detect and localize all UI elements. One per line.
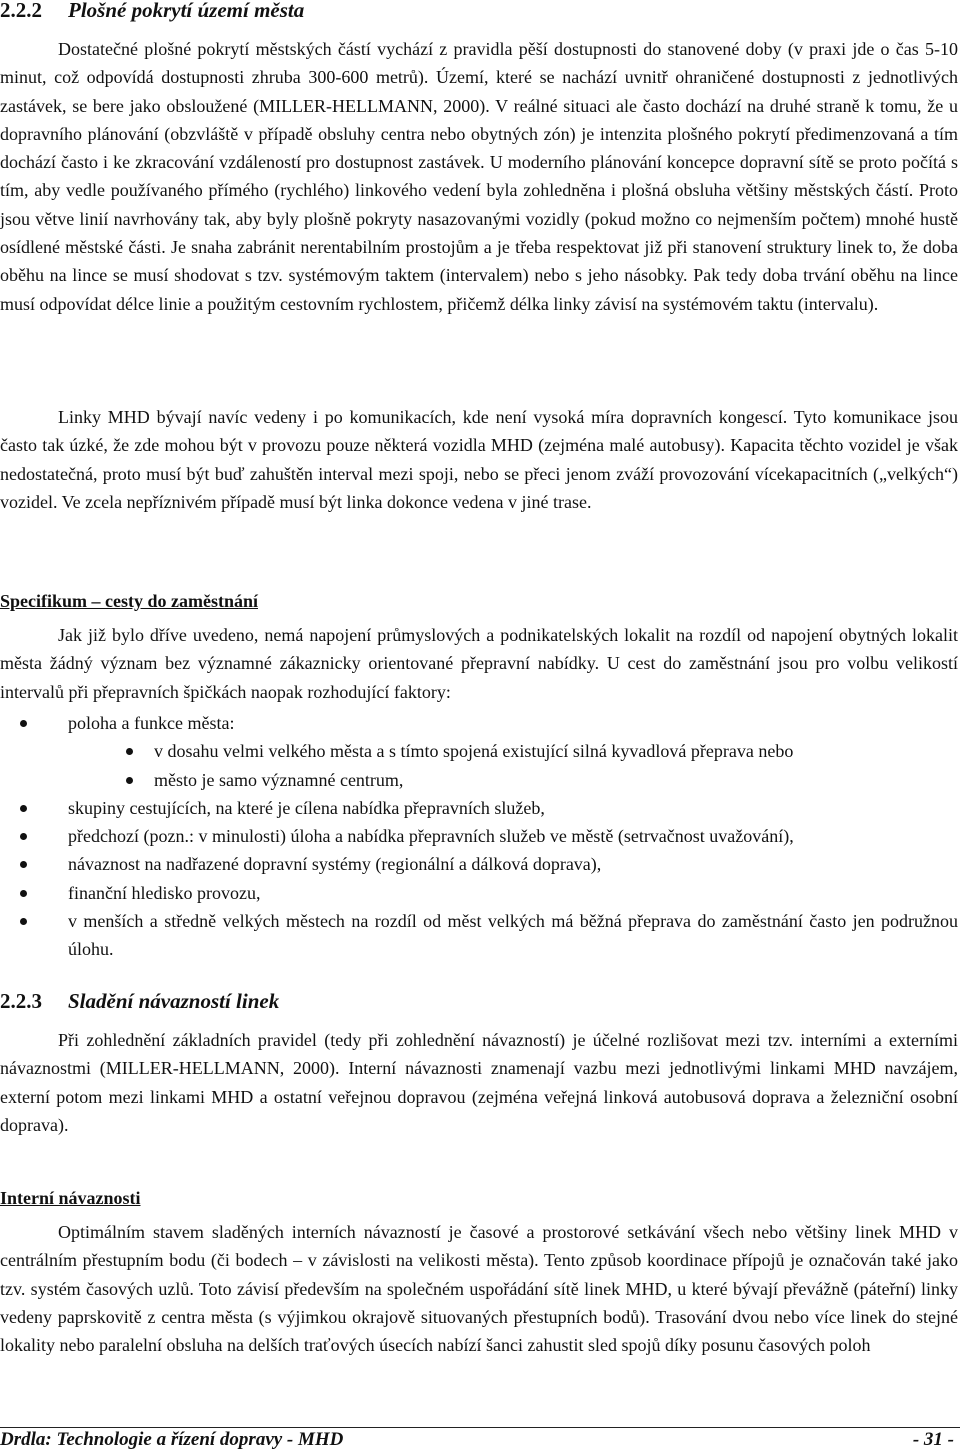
footer-title: Drdla: Technologie a řízení dopravy - MHD — [0, 1429, 344, 1450]
list-item-text: návaznost na nadřazené dopravní systémy (regionální a dálková doprava), — [68, 854, 602, 875]
bullet-icon — [20, 805, 27, 812]
bullet-icon — [20, 833, 27, 840]
list-item-text: v menších a středně velkých městech na rozdíl od měst velkých má běžná přeprava do zaměstnání často jen podružnou úlohu. — [68, 911, 958, 960]
list-item — [0, 879, 958, 907]
list-item — [0, 850, 958, 878]
section-heading-2-2-2 — [0, 0, 304, 23]
list-item-text: skupiny cestujících, na které je cílena nabídka přepravních služeb, — [68, 797, 545, 818]
paragraph-plosne-pokryti: Dostatečné plošné pokrytí městských částí vychází z pravidla pěší dostupnosti do stanovené doby (v praxi jde o čas 5-10 minut, což odpovídá dostupnosti zhruba 300-600 metrů). Území, které se nachází uvnitř ohraničené dostupnosti z jednotlivých zastávek, se bere jako obsloužené (MILLER-HELLMANN, 2000). V reálné situaci ale často dochází na druhé straně k tomu, že u dopravního plánování (obzvláště v případě obsluhy centra nebo obytných zón) je intenzita plošného pokrytí předimenzovaná a tím dochází často i ke zkracování vzdáleností pro dostupnost zastávek. U moderního plánování koncepce dopravní sítě se proto počítá s tím, aby vedle používaného přímého (rychlého) linkového vedení byla zohledněna i plošná obsluha většiny městských částí. Proto jsou větve linií navrhovány tak, aby byly plošně pokryty nasazovanými vozidly (pokud možno co nejmenším počtem) mnohé hustě osídlené městské části. Je snaha zabránit nerentabilním prostojům a je třeba respektovat již při stanovení struktury linek to, že doba oběhu na lince se musí shodovat s tzv. systémovým taktem (intervalem) nebo s jeho násobky. Pak tedy doba trvání oběhu na lince musí odpovídat délce linie a použitým cestovním rychlostem, přičemž délka linky závisí na systémovém taktu (intervalu). — [0, 39, 958, 314]
list-item — [0, 709, 958, 794]
section-number: 2.2.3 — [0, 989, 42, 1013]
section-heading-2-2-3 — [0, 988, 279, 1014]
bullet-icon — [20, 720, 27, 727]
section-number: 2.2.2 — [0, 0, 42, 22]
sub-list-item — [68, 766, 958, 794]
subheading-specifikum: Specifikum – cesty do zaměstnání — [0, 591, 258, 611]
list-item-text: předchozí (pozn.: v minulosti) úloha a nabídka přepravních služeb ve městě (setrvačnost uvažování), — [68, 826, 794, 847]
bullet-icon — [20, 861, 27, 868]
footer-divider — [0, 1427, 960, 1428]
list-item — [0, 822, 958, 850]
list-item — [0, 907, 958, 964]
section-title: Sladění návazností linek — [68, 989, 280, 1013]
page-number: - 31 - — [912, 1429, 954, 1450]
sub-list-item-text: město je samo významné centrum, — [154, 769, 404, 790]
bullet-icon — [126, 777, 133, 784]
list-item — [0, 794, 958, 822]
sub-list-item-text: v dosahu velmi velkého města a s tímto spojená existující silná kyvadlová přeprava nebo — [154, 741, 794, 762]
paragraph-linky-mhd: Linky MHD bývají navíc vedeny i po komunikacích, kde není vysoká míra dopravních kongescí. Tyto komunikace jsou často tak úzké, že zde mohou být v provozu pouze některá vozidla MHD (zejména malé autobusy). Kapacita těchto vozidel je však nedostatečná, proto musí být buď zahuštěn interval mezi spoji, nebo se přeci jenom zváží provozování vícekapacitních („velkých“) vozidel. Ve zcela nepříznivém případě musí být linka dokonce vedena v jiné trase. — [0, 407, 958, 512]
list-item-text: finanční hledisko provozu, — [68, 882, 261, 903]
paragraph-sladeni: Při zohlednění základních pravidel (tedy při zohlednění návazností) je účelné rozlišovat mezi tzv. interními a externími návaznostmi (MILLER-HELLMANN, 2000). Interní návaznosti znamenají vazbu mezi jednotlivými linkami MHD navzájem, externí potom mezi linkami MHD a ostatní veřejnou dopravou (zejména veřejná linková autobusová doprava a železniční osobní doprava). — [0, 1030, 958, 1135]
bullet-icon — [20, 890, 27, 897]
section-title: Plošné pokrytí území města — [68, 0, 305, 22]
paragraph-interni: Optimálním stavem sladěných interních návazností je časové a prostorové setkávání všech nebo většiny linek MHD v centrálním přestupním bodu (či bodech – v závislosti na velikosti města). Tento způsob koordinace přípojů je označován také jako tzv. systém časových uzlů. Toto závisí především na společném uspořádání sítě linek MHD, u které bývají převážně (páteřní) linky vedeny paprskovitě z centra města (s výjimkou okrajově situovaných přestupních bodů). Trasování dvou nebo více linek do stejné lokality nebo paralelní obsluha na delších traťových úsecích nabízí šanci zahustit sled spojů díky posunu časových poloh — [0, 1222, 958, 1356]
sub-list-item — [68, 737, 958, 765]
sub-list — [68, 737, 958, 794]
paragraph-specifikum: Jak již bylo dříve uvedeno, nemá napojení průmyslových a podnikatelských lokalit na rozdíl od napojení obytných lokalit města žádný význam bez významné zákaznicky orientované přepravní nabídky. U cest do zaměstnání jsou pro volbu velikostí intervalů při přepravních špičkách naopak rozhodující faktory: — [0, 625, 958, 702]
list-item-text: poloha a funkce města: — [68, 713, 235, 733]
bullet-icon — [126, 748, 133, 755]
factor-list — [0, 709, 958, 964]
subheading-interni: Interní návaznosti — [0, 1188, 141, 1208]
bullet-icon — [20, 918, 27, 925]
